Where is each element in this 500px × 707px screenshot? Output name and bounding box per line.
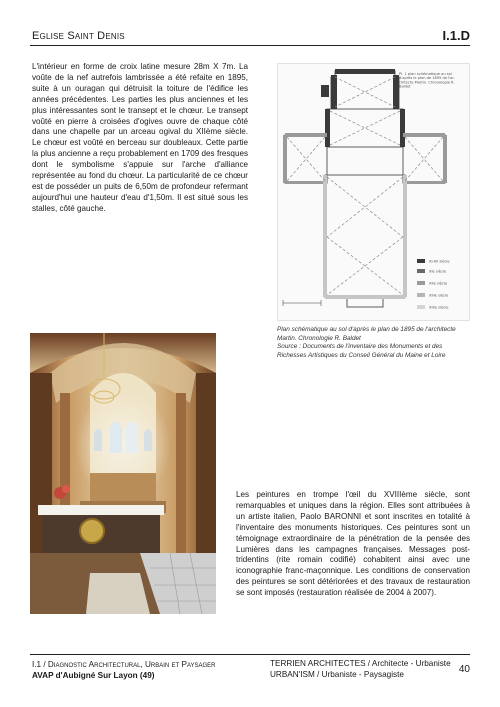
floor-plan-drawing	[277, 63, 470, 321]
svg-text:Pl. 1 plan schématique au sol: Pl. 1 plan schématique au sol d'après le plan de 1895 de l'ar- chitecte Martin. Chronologie R. Baldet	[399, 72, 455, 89]
paintings-paragraph: Les peintures en trompe l'œil du XVIIIème siècle, sont remarquables et uniques dans la région. Elles sont attribuées à un artiste italien, Paolo BARONNI et sont inscrites en totalité à l'inventaire des monuments historiques. Ces peintures sont un témoignage extraordinaire de la pénétration de la pensée des Lumières dans les campagnes françaises. Messages post-tridentins (rite romain codifié) cohabitent ainsi avec une iconographie franc-maçonnique. Les conditions de conservation des peintures se sont détériorées et des travaux de restauration se sont imposés (restauration réalisée de 2004 à 2007).	[236, 490, 470, 598]
plan-caption-line: Martin. Chronologie R. Baldet	[277, 334, 361, 342]
church-interior-image	[30, 333, 216, 614]
footer-project-name: AVAP d'Aubigné Sur Layon (49)	[32, 671, 155, 680]
plan-caption-line: Richesses Artistiques du Conseil Général du Maine et Loire	[277, 351, 446, 359]
svg-text:XIXe siècle: XIXe siècle	[429, 305, 449, 310]
plan-caption-line: Source : Documents de l'inventaire des Monuments et des	[277, 343, 443, 350]
section-code: I.1.D	[442, 28, 470, 43]
page-number: 40	[458, 664, 470, 675]
church-interior-photo	[30, 333, 216, 614]
intro-paragraph: L'intérieur en forme de croix latine mesure 28m X 7m. La voûte de la nef autrefois lambrissée a été refaite en 1895, suite à un ouragan qui détruisit la toiture de l'édifice les années précédentes. Les parties les plus anciennes et les plus intéressantes sont le transept et le chœur. Le transept voûté en pierre à croisées d'ogives ouvre de chaque côté dans une chapelle par un arceau ogival du XIIème siècle. Le chœur est voûté en berceau sur doubleaux. Cette partie la plus ancienne a reçu probablement en 1709 des fresques dont le symbolisme s'appuie sur l'arche d'alliance représentée au fond du chœur. La particularité de ce chœur est de posséder un puits de 6,50m de profondeur refermant aujourd'hui une hauteur d'eau d'1,50m. Il est situé sous les stalles, côté gauche.	[32, 62, 248, 213]
footer-urbanist: URBAN'ISM / Urbaniste - Paysagiste	[270, 670, 404, 679]
document-title: Eglise Saint Denis	[32, 30, 125, 42]
header-divider	[30, 45, 470, 46]
plan-caption-line: Plan schématique au sol d'après le plan de 1895 de l'architecte	[277, 326, 456, 333]
svg-text:XIIIe siècle: XIIIe siècle	[429, 293, 449, 298]
plan-caption	[277, 326, 477, 360]
floor-plan-figure	[277, 63, 470, 321]
footer-study-title: I.1 / Diagnostic Architectural, Urbain et Paysager	[32, 660, 216, 669]
svg-text:XI-XII siècle: XI-XII siècle	[429, 259, 450, 264]
svg-text:XIe siècle: XIe siècle	[429, 269, 447, 274]
footer-architect: TERRIEN ARCHITECTES / Architecte - Urbaniste	[270, 659, 451, 668]
svg-text:XIIe siècle: XIIe siècle	[429, 281, 448, 286]
footer-divider	[30, 654, 470, 655]
